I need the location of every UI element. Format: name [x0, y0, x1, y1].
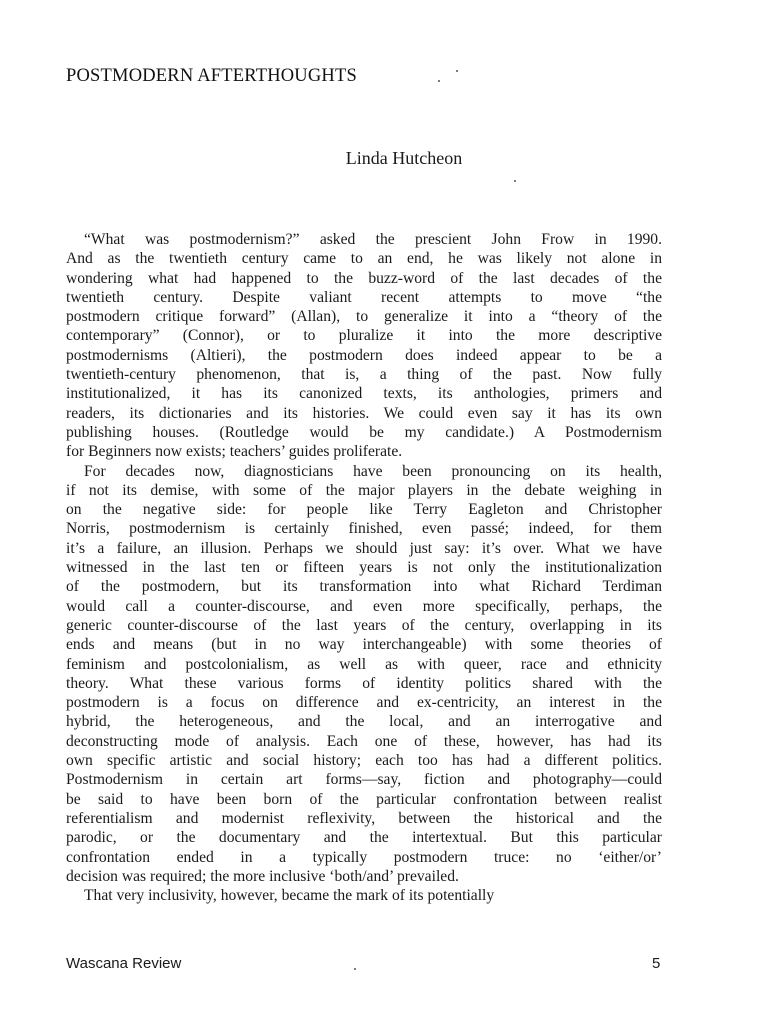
text-line: contemporary” (Connor), or to pluralize it into the more descriptive: [66, 327, 662, 345]
paragraph: [66, 230, 662, 462]
text-line: witnessed in the last ten or fifteen years is not only the institutionalization: [66, 559, 662, 577]
text-line: theory. What these various forms of identity politics shared with the: [66, 674, 662, 692]
page-number: 5: [652, 955, 661, 972]
text-line: postmodern critique forward” (Allan), to generalize it into a “theory of the: [66, 308, 662, 326]
text-line: generic counter-discourse of the last years of the century, overlapping in its: [66, 616, 662, 634]
text-line: twentieth century. Despite valiant recent attempts to move “the: [66, 288, 662, 306]
text-line: own specific artistic and social history; each too has had a different politics.: [66, 752, 662, 770]
text-line: Postmodernism in certain art forms—say, fiction and photography—could: [66, 771, 662, 789]
text-line: deconstructing mode of analysis. Each one of these, however, has had its: [66, 732, 662, 750]
text-line: postmodernisms (Altieri), the postmodern does indeed appear to be a: [66, 346, 662, 364]
text-line: That very inclusivity, however, became the mark of its potentially: [84, 887, 495, 905]
text-line: And as the twentieth century came to an end, he was likely not alone in: [66, 250, 662, 268]
text-line: confrontation ended in a typically postmodern truce: no ‘either/or’: [66, 848, 662, 866]
text-line: hybrid, the heterogeneous, and the local, and an interrogative and: [66, 713, 662, 731]
scan-speck: [456, 70, 458, 72]
scan-speck: [514, 180, 516, 182]
scan-speck: [438, 80, 440, 82]
text-line: parodic, or the documentary and the intertextual. But this particular: [66, 829, 662, 847]
text-line: institutionalized, it has its canonized texts, its anthologies, primers and: [66, 385, 662, 403]
author-name: Linda Hutcheon: [345, 148, 463, 168]
text-line: on the negative side: for people like Terry Eagleton and Christopher: [66, 501, 662, 519]
paragraph: [66, 462, 662, 887]
text-line: referentialism and modernist reflexivity, between the historical and the: [66, 809, 662, 827]
text-line: would call a counter-discourse, and even more specifically, perhaps, the: [66, 597, 662, 615]
text-line: for Beginners now exists; teachers’ guides proliferate.: [66, 443, 403, 461]
text-line: feminism and postcolonialism, as well as with queer, race and ethnicity: [66, 655, 662, 673]
text-line: For decades now, diagnosticians have been pronouncing on its health,: [84, 462, 662, 480]
text-line: publishing houses. (Routledge would be my candidate.) A Postmodernism: [66, 423, 662, 441]
article-title: POSTMODERN AFTERTHOUGHTS: [66, 66, 357, 86]
text-line: “What was postmodernism?” asked the prescient John Frow in 1990.: [84, 231, 662, 248]
text-line: postmodern is a focus on difference and ex-centricity, an interest in the: [66, 694, 662, 712]
scan-speck: [354, 968, 356, 970]
article-body: [66, 230, 662, 905]
paragraph: [66, 886, 662, 905]
text-line: decision was required; the more inclusive ‘both/and’ prevailed.: [66, 867, 459, 885]
text-line: it’s a failure, an illusion. Perhaps we should just say: it’s over. What we have: [66, 539, 662, 557]
text-line: be said to have been born of the particular confrontation between realist: [66, 790, 662, 808]
text-line: if not its demise, with some of the major players in the debate weighing in: [66, 481, 662, 499]
text-line: wondering what had happened to the buzz-word of the last decades of the: [66, 269, 662, 287]
text-line: readers, its dictionaries and its histories. We could even say it has its own: [66, 404, 662, 422]
text-line: twentieth-century phenomenon, that is, a thing of the past. Now fully: [66, 366, 662, 384]
text-line: ends and means (but in no way interchangeable) with some theories of: [66, 636, 662, 654]
journal-name: Wascana Review: [66, 955, 182, 972]
text-line: of the postmodern, but its transformation into what Richard Terdiman: [66, 578, 662, 596]
text-line: Norris, postmodernism is certainly finished, even passé; indeed, for them: [66, 520, 662, 538]
